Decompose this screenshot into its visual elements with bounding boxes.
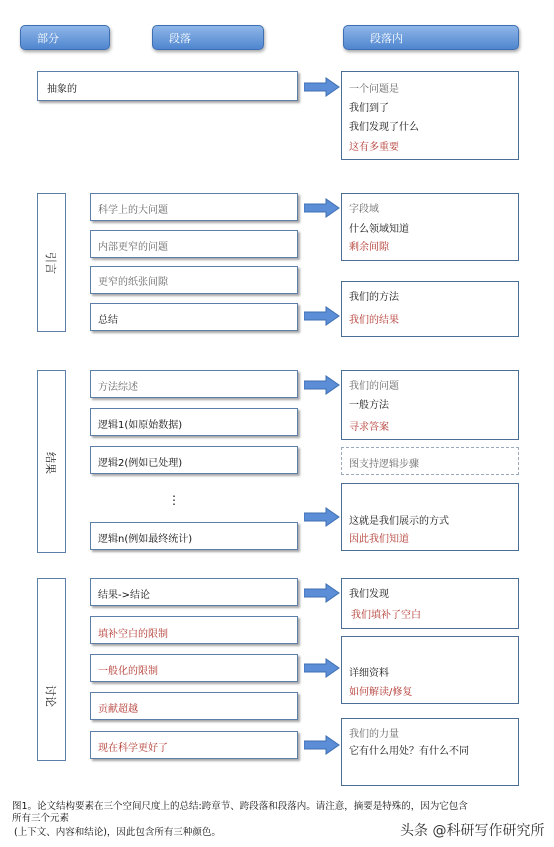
intro-method: 我们的方法	[349, 292, 399, 303]
results-item-2: 逻辑1(如原始数据)	[98, 420, 183, 431]
watermark: 头条 @科研写作研究所	[400, 823, 545, 839]
header-within-paragraph: 段落内	[343, 25, 519, 50]
intro-section-label: 引言	[44, 252, 57, 274]
arrow-icon	[304, 375, 340, 395]
discussion-interpret: 如何解读/修复	[349, 687, 413, 698]
discussion-item-3: 一般化的限制	[98, 666, 158, 677]
arrow-icon	[304, 198, 340, 218]
arrow-icon	[304, 658, 340, 678]
figure-caption-line-2: 所有三个元素	[12, 813, 70, 824]
figure-caption-line-1: 图1。论文结构要素在三个空间尺度上的总结:跨章节、跨段落和段落内。请注意，摘要是特殊的，因为它包含	[12, 801, 468, 812]
intro-detail-content: 什么领域知道	[349, 224, 409, 235]
abstract-conclusion: 这有多重要	[349, 142, 399, 153]
arrow-icon	[304, 735, 340, 755]
intro-item-box	[90, 303, 298, 331]
discussion-item-4: 贡献超越	[98, 704, 138, 715]
arrow-icon	[304, 306, 340, 326]
results-therefore: 因此我们知道	[349, 534, 409, 545]
arrow-icon	[304, 507, 340, 527]
discussion-item-5: 现在科学更好了	[98, 743, 168, 754]
intro-item-3: 更窄的纸张间隙	[98, 277, 168, 288]
abstract-content-2: 我们发现了什么	[349, 122, 419, 133]
discussion-item-1: 结果->结论	[98, 590, 150, 601]
results-show-how: 这就是我们展示的方式	[349, 516, 449, 527]
abstract-label: 抽象的	[47, 84, 77, 95]
intro-detail-conclusion: 剩余间隙	[349, 242, 389, 253]
discussion-item-2: 填补空白的限制	[98, 629, 168, 640]
arrow-icon	[304, 583, 340, 603]
intro-item-1: 科学上的大问题	[98, 205, 168, 216]
discussion-found: 我们发现	[349, 589, 389, 600]
header-section: 部分	[20, 25, 110, 50]
discussion-strength: 我们的力量	[349, 729, 399, 740]
abstract-content-1: 我们到了	[349, 103, 389, 114]
intro-item-4: 总结	[98, 315, 118, 326]
header-paragraph: 段落	[152, 25, 264, 50]
results-figure-label: 图支持逻辑步骤	[349, 459, 419, 470]
results-item-1: 方法综述	[98, 382, 138, 393]
results-ellipsis: ⋮	[168, 493, 180, 507]
results-detail-content: 一般方法	[349, 400, 389, 411]
discussion-details: 详细资料	[349, 668, 389, 679]
results-detail-conclusion: 寻求答案	[349, 422, 389, 433]
discussion-section-label: 讨论	[44, 685, 57, 707]
arrow-icon	[304, 77, 340, 97]
discussion-section-box	[37, 578, 66, 761]
intro-item-2: 内部更窄的问题	[98, 242, 168, 253]
results-section-label: 结果	[44, 452, 57, 474]
intro-result: 我们的结果	[349, 315, 399, 326]
discussion-usefulness: 它有什么用处？有什么不同	[349, 746, 469, 757]
intro-detail-context: 字段域	[349, 204, 379, 215]
discussion-filled: 我们填补了空白	[351, 610, 421, 621]
abstract-context: 一个问题是	[349, 84, 399, 95]
figure-caption-line-3: (上下文、内容和结论)，因此包含所有三种颜色。	[14, 827, 221, 838]
results-item-3: 逻辑2(例如已处理)	[98, 458, 183, 469]
results-item-4: 逻辑n(例如最终统计)	[98, 534, 193, 545]
results-detail-context: 我们的问题	[349, 381, 399, 392]
